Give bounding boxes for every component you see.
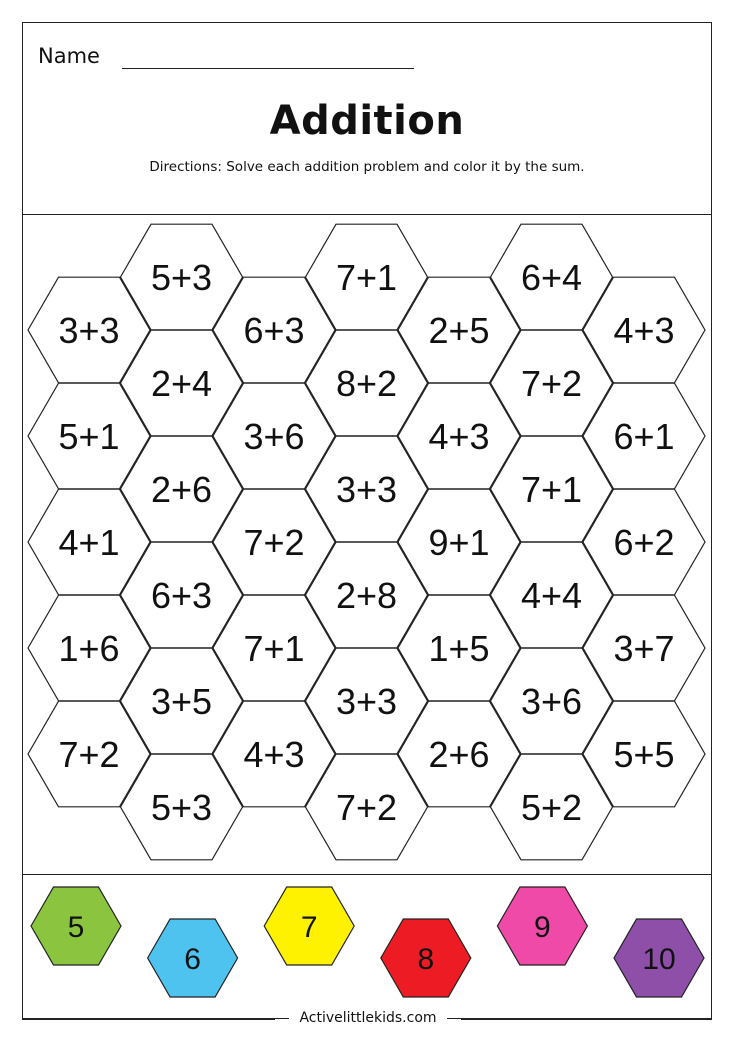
problem-text: 1+6 xyxy=(58,628,120,669)
problem-text: 7+2 xyxy=(335,787,398,828)
color-key-sum: 5 xyxy=(67,911,85,944)
problem-text: 7+2 xyxy=(243,522,305,563)
color-key-swatch xyxy=(381,919,471,997)
problem-text: 7+1 xyxy=(243,628,305,669)
problem-text: 6+3 xyxy=(150,575,213,616)
footer-site-text: Activelittlekids.com xyxy=(289,1010,446,1026)
color-key-swatch xyxy=(148,919,238,997)
color-key-sum: 10 xyxy=(642,943,676,976)
page-title: Addition xyxy=(269,98,465,144)
problem-text: 4+4 xyxy=(520,575,583,616)
problem-text: 5+1 xyxy=(58,416,120,457)
problem-text: 7+2 xyxy=(58,734,120,775)
color-key-sum: 9 xyxy=(534,911,551,944)
problem-text: 6+1 xyxy=(613,416,675,457)
problem-text: 3+3 xyxy=(335,469,398,510)
problem-text: 6+3 xyxy=(243,310,305,351)
problem-text: 7+2 xyxy=(520,363,583,404)
color-key-swatch xyxy=(264,887,354,965)
color-key-swatch xyxy=(31,887,121,965)
problem-text: 6+4 xyxy=(520,257,583,298)
problem-text: 5+2 xyxy=(520,787,583,828)
problem-text: 3+7 xyxy=(613,628,675,669)
color-key-sum: 6 xyxy=(184,943,201,976)
problem-text: 4+3 xyxy=(243,734,305,775)
problem-text: 5+3 xyxy=(150,787,213,828)
problem-text: 5+5 xyxy=(613,734,675,775)
name-label: Name xyxy=(38,44,100,68)
problem-text: 5+3 xyxy=(150,257,213,298)
problem-text: 2+8 xyxy=(335,575,398,616)
problem-text: 4+1 xyxy=(58,522,120,563)
color-key-swatch xyxy=(497,887,587,965)
problem-text: 3+3 xyxy=(335,681,398,722)
problem-text: 3+6 xyxy=(243,416,305,457)
problem-text: 8+2 xyxy=(335,363,398,404)
problem-text: 1+5 xyxy=(428,628,490,669)
problem-text: 4+3 xyxy=(428,416,490,457)
problem-text: 2+4 xyxy=(150,363,213,404)
footer-site xyxy=(0,1010,736,1026)
problem-text: 9+1 xyxy=(428,522,490,563)
color-key-sum: 7 xyxy=(300,911,318,944)
problem-text: 2+6 xyxy=(428,734,490,775)
problem-text: 3+3 xyxy=(58,310,120,351)
problem-text: 3+6 xyxy=(520,681,583,722)
problem-text: 2+6 xyxy=(150,469,213,510)
problem-text: 4+3 xyxy=(613,310,675,351)
problem-text: 7+1 xyxy=(335,257,398,298)
problem-text: 6+2 xyxy=(613,522,675,563)
problem-text: 3+5 xyxy=(150,681,213,722)
color-key-sum: 8 xyxy=(417,943,435,976)
color-key-divider xyxy=(22,874,712,875)
directions-text: Directions: Solve each addition problem and color it by the sum. xyxy=(149,159,585,175)
color-key-swatch xyxy=(614,919,704,997)
problem-text: 2+5 xyxy=(428,310,490,351)
problem-text: 7+1 xyxy=(520,469,583,510)
